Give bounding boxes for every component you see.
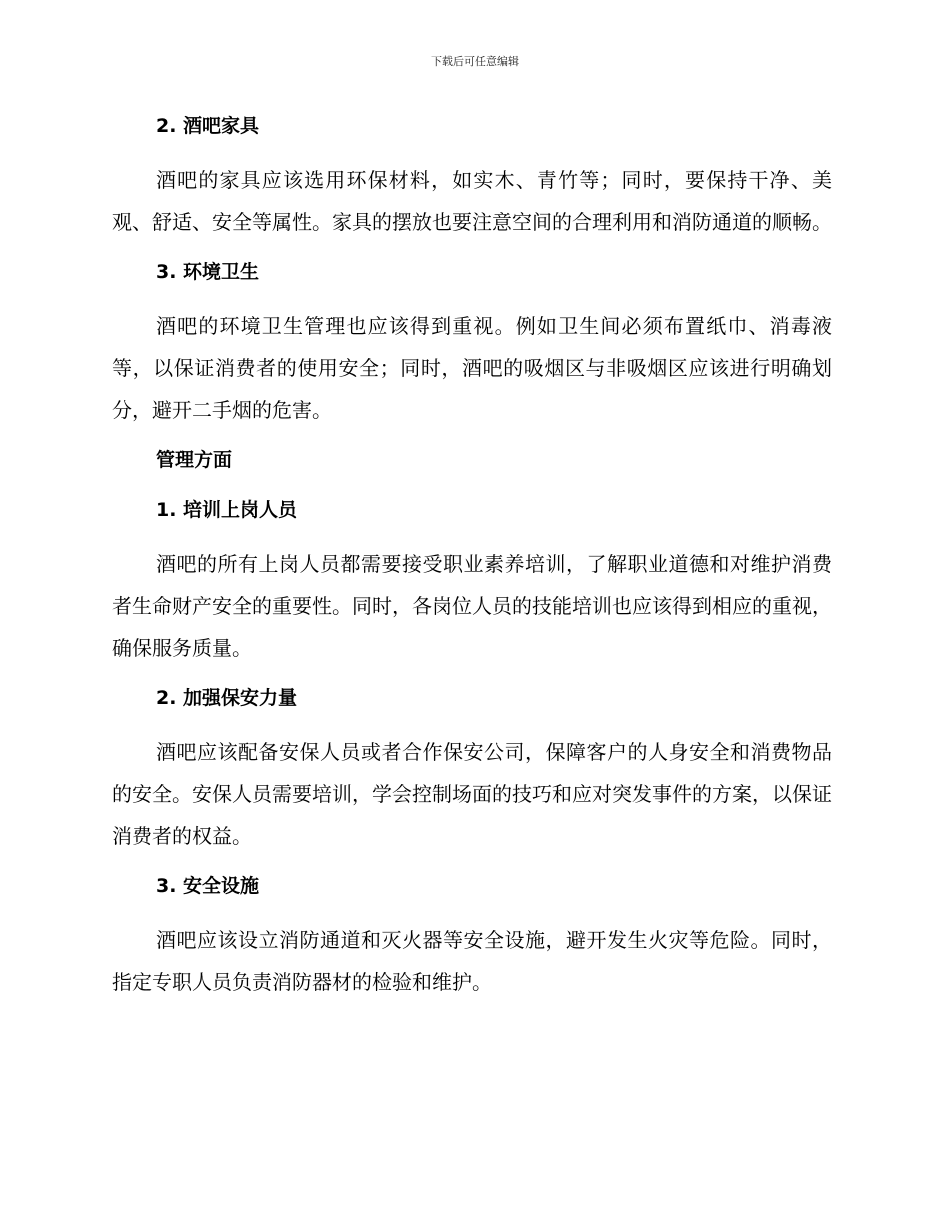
section-text-security-staff: 酒吧应该配备安保人员或者合作保安公司，保障客户的人身安全和消费物品的安全。安保人员需要培训，学会控制场面的技巧和应对突发事件的方案，以保证消费者的权益。 [112, 740, 832, 848]
section-heading-management: 管理方面 [156, 449, 233, 471]
document-body [112, 109, 832, 1015]
section-heading-training: 1. 培训上岗人员 [156, 499, 298, 521]
header-note: 下载后可任意编辑 [431, 55, 519, 68]
section-text-furniture: 酒吧的家具应该选用环保材料，如实木、青竹等；同时，要保持干净、美观、舒适、安全等属性。家具的摆放也要注意空间的合理利用和消防通道的顺畅。 [112, 168, 832, 234]
section-text-safety-facilities: 酒吧应该设立消防通道和灭火器等安全设施，避开发生火灾等危险。同时，指定专职人员负责消防器材的检验和维护。 [112, 928, 832, 994]
section-heading-security-staff: 2. 加强保安力量 [156, 687, 298, 709]
section-heading-safety-facilities: 3. 安全设施 [156, 875, 260, 897]
section-text-training: 酒吧的所有上岗人员都需要接受职业素养培训，了解职业道德和对维护消费者生命财产安全的重要性。同时，各岗位人员的技能培训也应该得到相应的重视，确保服务质量。 [112, 552, 832, 660]
section-heading-furniture: 2. 酒吧家具 [156, 115, 260, 137]
section-heading-hygiene: 3. 环境卫生 [156, 261, 260, 283]
section-text-hygiene: 酒吧的环境卫生管理也应该得到重视。例如卫生间必须布置纸巾、消毒液等，以保证消费者的使用安全；同时，酒吧的吸烟区与非吸烟区应该进行明确划分，避开二手烟的危害。 [112, 314, 832, 422]
